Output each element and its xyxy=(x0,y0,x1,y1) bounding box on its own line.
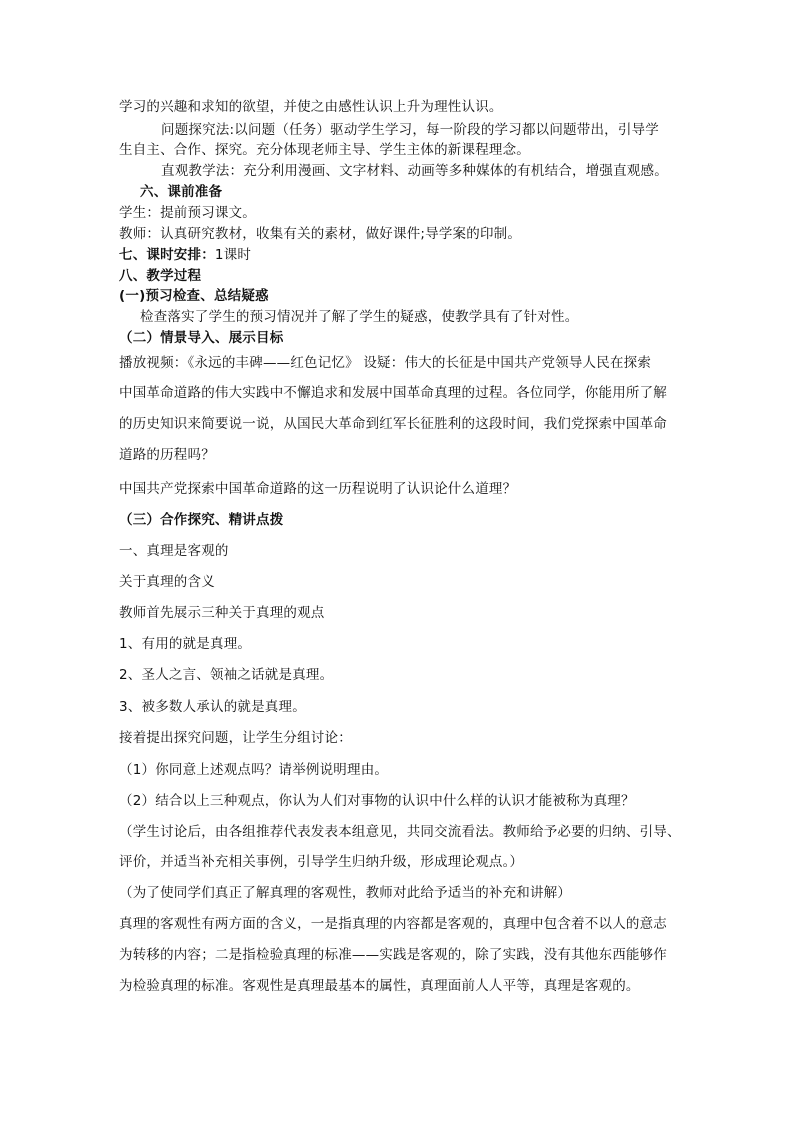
text-line: 关于真理的含义 xyxy=(119,574,215,590)
text-line: 中国革命道路的伟大实践中不懈追求和发展中国革命真理的过程。各位同学，你能用所了解 xyxy=(119,385,667,401)
text-line: 检查落实了学生的预习情况并了解了学生的疑惑，使教学具有了针对性。 xyxy=(140,309,579,325)
subsection-heading: (一)预习检查、总结疑惑 xyxy=(119,288,269,304)
section-heading: 八、教学过程 xyxy=(119,268,202,284)
list-item: 2、圣人之言、领袖之话就是真理。 xyxy=(119,667,334,683)
text-line: （为了使同学们真正了解真理的客观性，教师对此给予适当的补充和讲解） xyxy=(119,885,572,901)
text-line: 的历史知识来简要说一说，从国民大革命到红军长征胜利的这段时间，我们党探索中国革命 xyxy=(119,416,667,432)
list-item: （2）结合以上三种观点，你认为人们对事物的认识中什么样的认识才能被称为真理？ xyxy=(119,793,635,809)
text-line: 一、真理是客观的 xyxy=(119,543,229,559)
text-line: 播放视频：《永远的丰碑——红色记忆》 设疑：伟大的长征是中国共产党领导人民在探索 xyxy=(119,355,652,371)
subsection-heading: （二）情景导入、展示目标 xyxy=(119,330,284,346)
text-line: 学生：提前预习课文。 xyxy=(119,205,256,221)
list-item: 3、被多数人承认的就是真理。 xyxy=(119,699,306,715)
list-item: （1）你同意上述观点吗？请举例说明理由。 xyxy=(119,762,389,778)
section-heading: 六、课前准备 xyxy=(140,184,223,200)
text-line: 真理的客观性有两方面的含义，一是指真理的内容都是客观的，真理中包含着不以人的意志 xyxy=(119,916,667,932)
text-line: 学习的兴趣和求知的欲望，并使之由感性认识上升为理性认识。 xyxy=(119,99,503,115)
text-line: 中国共产党探索中国革命道路的这一历程说明了认识论什么道理？ xyxy=(119,481,517,497)
text-line: 为检验真理的标准。客观性是真理最基本的属性，真理面前人人平等，真理是客观的。 xyxy=(119,978,640,994)
subsection-heading: （三）合作探究、精讲点拨 xyxy=(119,512,284,528)
text-line: 为转移的内容；二是指检验真理的标准——实践是客观的，除了实践，没有其他东西能够作 xyxy=(119,947,667,963)
text-line: 直观教学法：充分利用漫画、文字材料、动画等多种媒体的有机结合，增强直观感。 xyxy=(161,163,668,179)
text-line: 教师首先展示三种关于真理的观点 xyxy=(119,605,325,621)
text-line: （学生讨论后，由各组推荐代表发表本组意见，共同交流看法。教师给予必要的归纳、引导、 xyxy=(119,824,681,840)
list-item: 1、有用的就是真理。 xyxy=(119,636,252,652)
text-line: 评价，并适当补充相关事例，引导学生归纳升级，形成理论观点。） xyxy=(119,854,524,870)
text-line: 接着提出探究问题，让学生分组讨论： xyxy=(119,730,352,746)
section-heading xyxy=(119,246,251,264)
heading-value: 1课时 xyxy=(214,247,252,263)
heading-label: 七、课时安排： xyxy=(119,247,215,263)
text-line: 生自主、合作、探究。充分体现老师主导、学生主体的新课程理念。 xyxy=(119,142,530,158)
text-line: 道路的历程吗？ xyxy=(119,447,215,463)
text-line: 问题探究法:以问题（任务）驱动学生学习，每一阶段的学习都以问题带出，引导学 xyxy=(161,122,659,138)
text-line: 教师：认真研究教材，收集有关的素材，做好课件;导学案的印制。 xyxy=(119,226,522,242)
